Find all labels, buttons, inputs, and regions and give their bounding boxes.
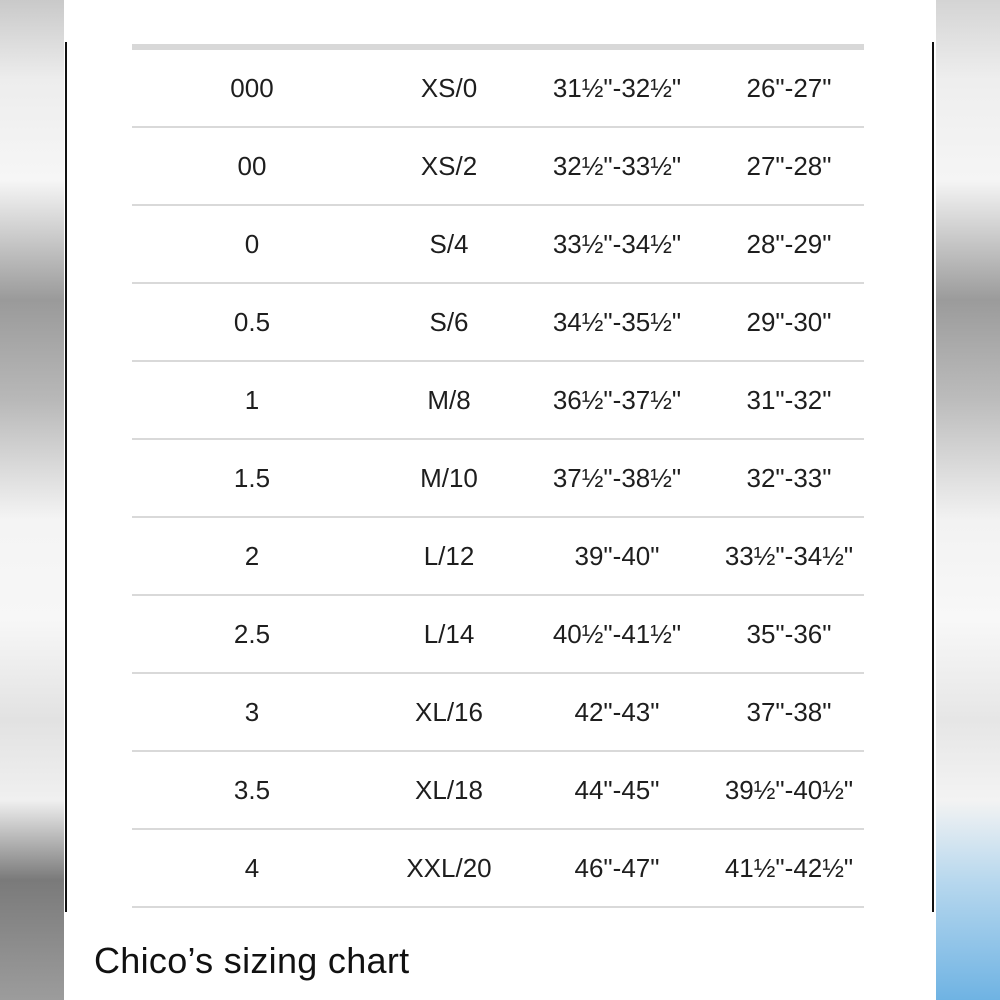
cell-waist: 29"-30" xyxy=(746,307,832,337)
blurred-background-right xyxy=(936,0,1000,1000)
table-row xyxy=(132,362,864,440)
table-row xyxy=(132,518,864,596)
cell-chicos-size: 2.5 xyxy=(233,619,271,649)
cell-bust: 39"-40" xyxy=(574,541,660,571)
cell-us-size: XL/18 xyxy=(415,775,483,805)
cell-chicos-size: 00 xyxy=(237,151,267,181)
cell-chicos-size: 1.5 xyxy=(233,463,271,493)
cell-us-size: L/14 xyxy=(423,619,475,649)
cell-bust: 40½"-41½" xyxy=(552,619,682,649)
cell-waist: 37"-38" xyxy=(746,697,832,727)
cell-bust: 37½"-38½" xyxy=(552,463,682,493)
cell-bust: 36½"-37½" xyxy=(552,385,682,415)
table-row xyxy=(132,128,864,206)
cell-bust: 44"-45" xyxy=(574,775,660,805)
cell-waist: 32"-33" xyxy=(746,463,832,493)
cell-chicos-size: 3 xyxy=(244,697,260,727)
cell-bust: 46"-47" xyxy=(574,853,660,883)
cell-chicos-size: 0.5 xyxy=(233,307,271,337)
cell-us-size: L/12 xyxy=(423,541,475,571)
cell-chicos-size: 0 xyxy=(244,229,260,259)
cell-waist: 28"-29" xyxy=(746,229,832,259)
frame-edge-right xyxy=(932,42,934,912)
table-row xyxy=(132,830,864,908)
caption: Chico’s sizing chart xyxy=(94,940,410,981)
cell-chicos-size: 3.5 xyxy=(233,775,271,805)
table-row xyxy=(132,50,864,128)
frame-edge-left xyxy=(65,42,67,912)
cell-us-size: S/4 xyxy=(429,229,469,259)
cell-us-size: XXL/20 xyxy=(406,853,492,883)
cell-waist: 33½"-34½" xyxy=(724,541,854,571)
cell-bust: 32½"-33½" xyxy=(552,151,682,181)
cell-chicos-size: 4 xyxy=(244,853,260,883)
cell-bust: 33½"-34½" xyxy=(552,229,682,259)
cell-waist: 27"-28" xyxy=(746,151,832,181)
cell-chicos-size: 000 xyxy=(230,73,274,103)
cell-us-size: M/10 xyxy=(420,463,478,493)
cell-waist: 39½"-40½" xyxy=(724,775,854,805)
table-row xyxy=(132,440,864,518)
blurred-background-left xyxy=(0,0,64,1000)
cell-waist: 41½"-42½" xyxy=(724,853,854,883)
cell-bust: 31½"-32½" xyxy=(552,73,682,103)
table-row xyxy=(132,752,864,830)
cell-bust: 42"-43" xyxy=(574,697,660,727)
table-body xyxy=(132,50,864,908)
cell-us-size: XS/2 xyxy=(420,151,478,181)
cell-waist: 26"-27" xyxy=(746,73,832,103)
sizing-table xyxy=(132,44,864,908)
cell-chicos-size: 2 xyxy=(244,541,260,571)
table-row xyxy=(132,206,864,284)
cell-bust: 34½"-35½" xyxy=(552,307,682,337)
table-row xyxy=(132,596,864,674)
cell-us-size: XS/0 xyxy=(420,73,478,103)
cell-waist: 31"-32" xyxy=(746,385,832,415)
cell-waist: 35"-36" xyxy=(746,619,832,649)
cell-chicos-size: 1 xyxy=(244,385,260,415)
cell-us-size: XL/16 xyxy=(415,697,483,727)
table-row xyxy=(132,284,864,362)
table-row xyxy=(132,674,864,752)
cell-us-size: M/8 xyxy=(427,385,471,415)
cell-us-size: S/6 xyxy=(429,307,469,337)
